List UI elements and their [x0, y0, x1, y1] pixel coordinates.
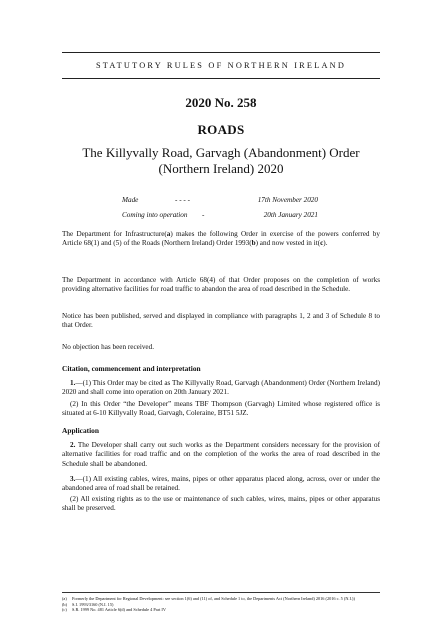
preamble-paragraph-3: Notice has been published, served and displayed in compliance with paragraphs 1, 2 and 3 of Schedule 8 to that Order. — [62, 312, 380, 330]
footnote-separator — [62, 592, 380, 593]
footnote-ref-c[interactable]: c — [320, 239, 324, 248]
header-top-rule — [62, 52, 380, 53]
footnote-c: (c) S.R. 1999 No. 481 Article 6(d) and Schedule 4 Part IV — [62, 607, 166, 613]
article-3-para-1: 3.—(1) All existing cables, wires, mains, pipes or other apparatus placed along, across, over or under the abandoned area of road shall be retained. — [62, 475, 380, 493]
preamble-paragraph-4: No objection has been received. — [62, 343, 155, 351]
preamble-paragraph-2: The Department in accordance with Article 68(4) of that Order proposes on the completion of works providing alternative facilities for road traffic to abandon the area of road described in the Schedule. — [62, 276, 380, 294]
footnotes — [62, 596, 380, 613]
made-label: Made — [122, 196, 139, 204]
series-header: STATUTORY RULES OF NORTHERN IRELAND — [95, 61, 347, 70]
citation-heading: Citation, commencement and interpretation — [62, 364, 201, 373]
article-1-para-2: (2) In this Order “the Developer” means TBF Thompson (Garvagh) Limited whose registered office is situated at 6-10 Killyvally Road, Garvagh, Coleraine, BT51 5JZ. — [62, 400, 380, 418]
preamble-paragraph-1: The Department for Infrastructure(a) makes the following Order in exercise of the powers conferred by Article 68(1) and (5) of the Roads (Northern Ireland) Order 1993(b) and now vested in it(c). — [62, 230, 380, 248]
footnote-a: (a) Formerly the Department for Regional Development: see section 1(6) and (11) of, and Schedule 1 to, the Departments Act (Northern Ireland) 2016 (2016 c. 5 (N.I.)) — [62, 596, 355, 601]
application-heading: Application — [62, 426, 99, 435]
footnote-ref-a[interactable]: a — [166, 230, 171, 238]
footnote-b: (b) S.I. 1993/3160 (N.I. 15) — [62, 601, 114, 607]
instrument-number: 2020 No. 258 — [185, 95, 257, 110]
operation-label: Coming into operation — [122, 211, 188, 219]
instrument-title: The Killyvally Road, Garvagh (Abandonment) Order (Northern Ireland) 2020 — [82, 145, 360, 176]
article-2: 2. The Developer shall carry out such works as the Department considers necessary for the provision of alternative facilities for road traffic and on the completion of the works the area of road described in the Schedule shall be abandoned. — [62, 441, 380, 468]
made-dashes: - - - - — [175, 196, 190, 204]
article-3-para-2: (2) All existing rights as to the use or maintenance of such cables, wires, mains, pipes or other apparatus shall be preserved. — [62, 495, 380, 513]
operation-date: 20th January 2021 — [263, 211, 318, 219]
operation-dashes: - — [202, 211, 205, 219]
footnote-ref-b[interactable]: b — [251, 239, 256, 248]
instrument-subject: ROADS — [197, 122, 245, 137]
header-bottom-rule — [62, 78, 380, 79]
made-date: 17th November 2020 — [257, 196, 318, 204]
article-1-para-1: 1.—(1) This Order may be cited as The Killyvally Road, Garvagh (Abandonment) Order (Northern Ireland) 2020 and shall come into operation on 20th January 2021. — [62, 379, 380, 397]
